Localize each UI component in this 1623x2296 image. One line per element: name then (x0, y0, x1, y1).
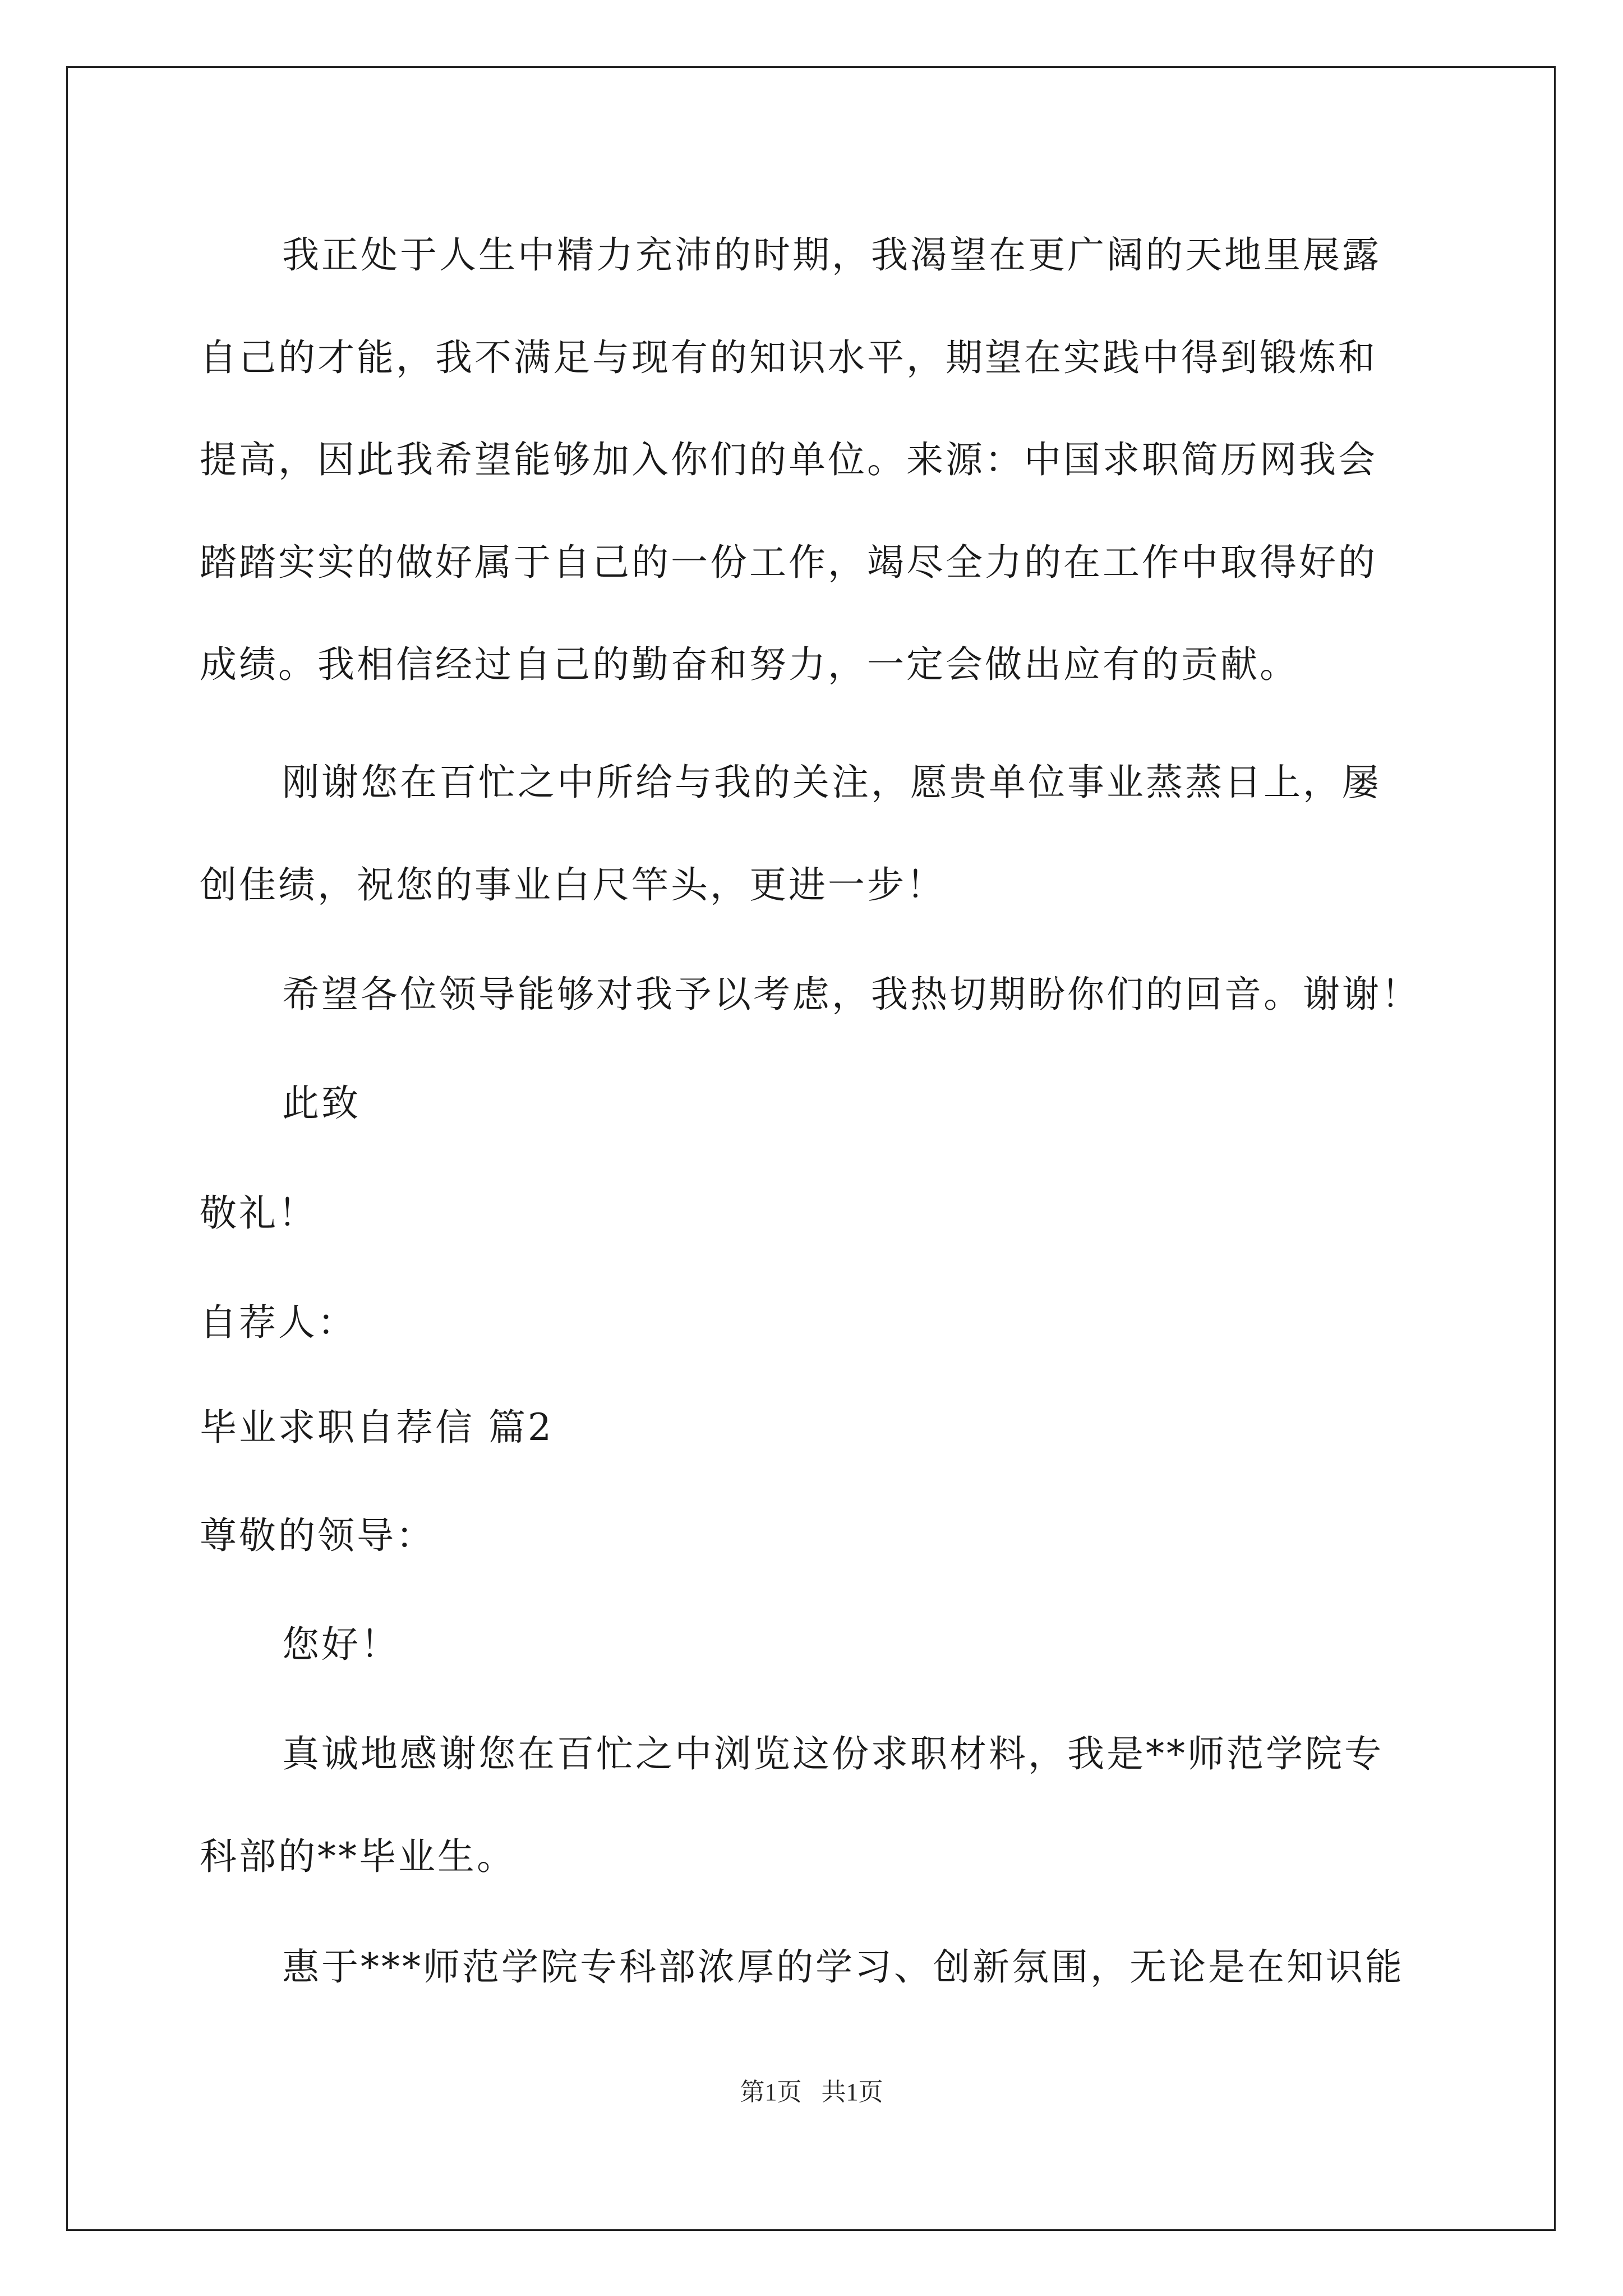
section-heading: 毕业求职自荐信 篇2 (200, 1406, 554, 1449)
paragraph-line: 惠于***师范学院专科部浓厚的学习、创新氛围，无论是在知识能 (282, 1945, 1404, 1989)
page-footer (0, 2076, 1623, 2109)
paragraph-line: 提高，因此我希望能够加入你们的单位。来源：中国求职简历网我会 (200, 438, 1377, 481)
paragraph-line: 自己的才能，我不满足与现有的知识水平，期望在实践中得到锻炼和 (200, 336, 1377, 379)
salutation-line: 敬礼！ (200, 1191, 317, 1235)
greeting-line: 您好！ (282, 1623, 400, 1666)
signature-line: 自荐人： (200, 1301, 357, 1344)
page-number: 第1页 (740, 2078, 802, 2106)
greeting-line: 尊敬的领导： (200, 1514, 435, 1557)
paragraph-line: 创佳绩，祝您的事业白尺竿头，更进一步！ (200, 863, 946, 907)
page-border (66, 66, 1556, 2231)
paragraph-line: 刚谢您在百忙之中所给与我的关注，愿贵单位事业蒸蒸日上，屡 (282, 761, 1381, 804)
paragraph-line: 成绩。我相信经过自己的勤奋和努力，一定会做出应有的贡献。 (200, 643, 1299, 686)
paragraph-line: 科部的**毕业生。 (200, 1835, 516, 1878)
paragraph-line: 踏踏实实的做好属于自己的一份工作，竭尽全力的在工作中取得好的 (200, 541, 1377, 584)
closing-line: 此致 (282, 1082, 361, 1125)
paragraph-line: 真诚地感谢您在百忙之中浏览这份求职材料，我是**师范学院专 (282, 1732, 1384, 1775)
paragraph-line: 希望各位领导能够对我予以考虑，我热切期盼你们的回音。谢谢！ (282, 973, 1421, 1016)
page-total: 共1页 (821, 2078, 883, 2106)
paragraph-line: 我正处于人生中精力充沛的时期，我渴望在更广阔的天地里展露 (282, 233, 1381, 277)
